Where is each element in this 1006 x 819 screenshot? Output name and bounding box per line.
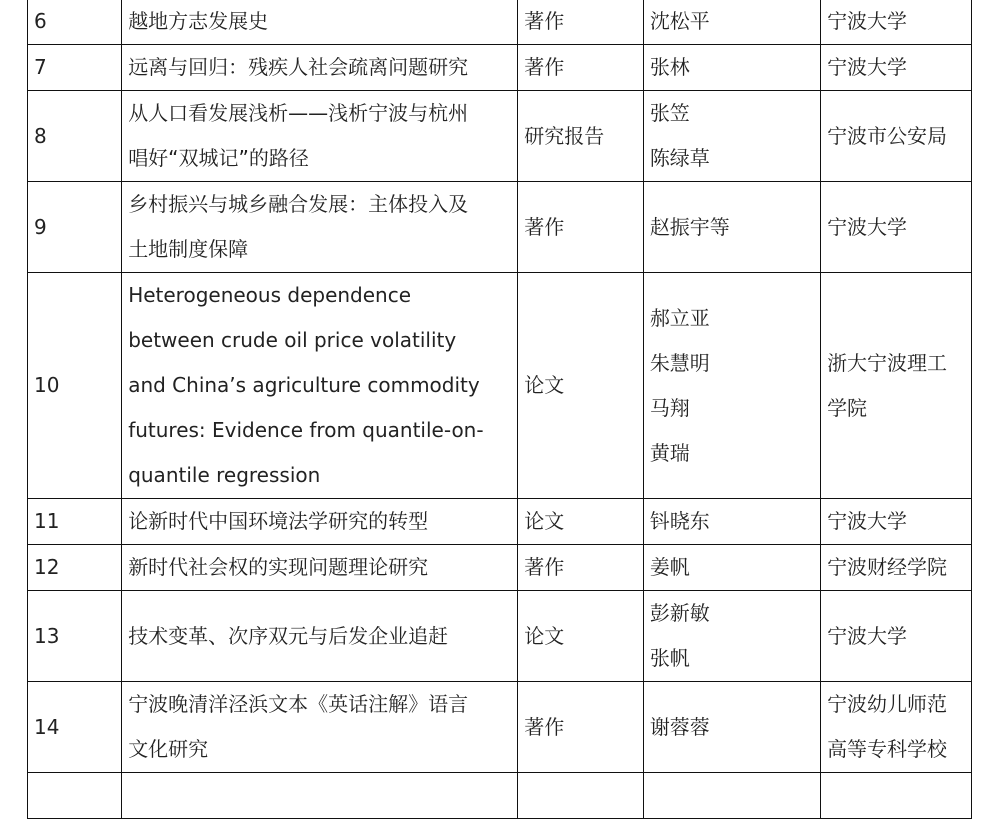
achievement-table-body [28,0,972,819]
unit-line: 宁波幼儿师范 [827,692,948,716]
title-line: 从人口看发展浅析——浅析宁波与杭州 [128,101,469,125]
cell-unit [821,545,972,591]
author-name: 谢蓉蓉 [649,714,710,739]
cell-number: 14 [28,682,122,773]
table-row [28,591,972,682]
cell-type: 著作 [518,182,644,273]
achievement-table-container [27,0,972,819]
cell-title [122,182,518,273]
cell-number: 10 [28,273,122,499]
cell-unit [821,682,972,773]
cell-unit [821,45,972,91]
author-name: 朱慧明 [649,350,710,375]
cell-title [122,273,518,499]
cell-type: 论文 [518,591,644,682]
cell-unit [821,591,972,682]
author-name: 姜帆 [649,555,690,579]
cell-type: 研究报告 [518,91,644,182]
title-line: 论新时代中国环境法学研究的转型 [128,509,429,533]
cell-number: 6 [28,0,122,45]
title-line: 新时代社会权的实现问题理论研究 [128,555,429,579]
unit-line: 宁波大学 [827,623,908,648]
cell-authors [643,682,820,773]
cell-unit [821,499,972,545]
cell-type: 著作 [518,0,644,45]
cell-number: 13 [28,591,122,682]
author-name: 彭新敏 [649,601,710,625]
author-name: 马翔 [649,395,690,420]
title-line: quantile regression [128,463,321,487]
table-row [28,45,972,91]
author-name: 黄瑞 [649,440,690,465]
cell-type: 著作 [518,545,644,591]
cell-title [122,591,518,682]
table-row [28,273,972,499]
cell-title [122,45,518,91]
cell-number: 11 [28,499,122,545]
unit-line: 学院 [827,395,868,420]
cell-title [122,545,518,591]
cell-unit [821,273,972,499]
cell-number: 7 [28,45,122,91]
title-line: 乡村振兴与城乡融合发展：主体投入及 [128,192,469,216]
title-line: futures: Evidence from quantile-on- [128,418,484,442]
title-line: 远离与回归：残疾人社会疏离问题研究 [128,55,469,79]
unit-line: 宁波财经学院 [827,555,948,579]
title-line: 宁波晚清洋泾浜文本《英话注解》语言 [128,692,469,716]
cell-title [122,773,518,819]
unit-line: 高等专科学校 [827,737,948,761]
cell-type: 著作 [518,45,644,91]
title-line: 文化研究 [128,737,209,761]
author-name: 沈松平 [649,9,710,33]
cell-type: 论文 [518,273,644,499]
cell-authors [643,0,820,45]
author-name: 陈绿草 [649,146,710,170]
title-line: and China’s agriculture commodity [128,373,480,397]
table-row [28,182,972,273]
cell-title [122,91,518,182]
author-name: 张林 [649,55,690,79]
title-line: 技术变革、次序双元与后发企业追赶 [128,623,449,648]
table-row-partial [28,773,972,819]
cell-authors [643,499,820,545]
table-row [28,545,972,591]
achievement-table [27,0,972,819]
cell-authors [643,273,820,499]
author-name: 赵振宇等 [649,214,730,239]
cell-title [122,682,518,773]
cell-unit [821,182,972,273]
cell-authors [643,91,820,182]
unit-line: 宁波市公安局 [827,123,948,148]
table-row [28,0,972,45]
table-row [28,682,972,773]
cell-authors [643,45,820,91]
cell-authors [643,182,820,273]
unit-line: 宁波大学 [827,509,908,533]
author-name: 张笠 [649,101,690,125]
unit-line: 宁波大学 [827,214,908,239]
table-row [28,499,972,545]
cell-authors [643,773,820,819]
unit-line: 宁波大学 [827,9,908,33]
cell-title [122,0,518,45]
cell-unit [821,91,972,182]
title-line: between crude oil price volatility [128,328,457,352]
table-row [28,91,972,182]
author-name: 张帆 [649,646,690,670]
title-line: 越地方志发展史 [128,9,269,33]
cell-number: 9 [28,182,122,273]
cell-type: 著作 [518,682,644,773]
title-line: Heterogeneous dependence [128,283,412,307]
cell-unit [821,773,972,819]
author-name: 郝立亚 [649,305,710,330]
cell-authors [643,591,820,682]
cell-authors [643,545,820,591]
unit-line: 宁波大学 [827,55,908,79]
cell-type: 论文 [518,499,644,545]
unit-line: 浙大宁波理工 [827,350,948,375]
cell-type [518,773,644,819]
cell-unit [821,0,972,45]
cell-number: 8 [28,91,122,182]
author-name: 钭晓东 [649,509,710,533]
cell-number [28,773,122,819]
title-line: 唱好“双城记”的路径 [128,146,309,170]
cell-number: 12 [28,545,122,591]
cell-title [122,499,518,545]
title-line: 土地制度保障 [128,237,249,261]
